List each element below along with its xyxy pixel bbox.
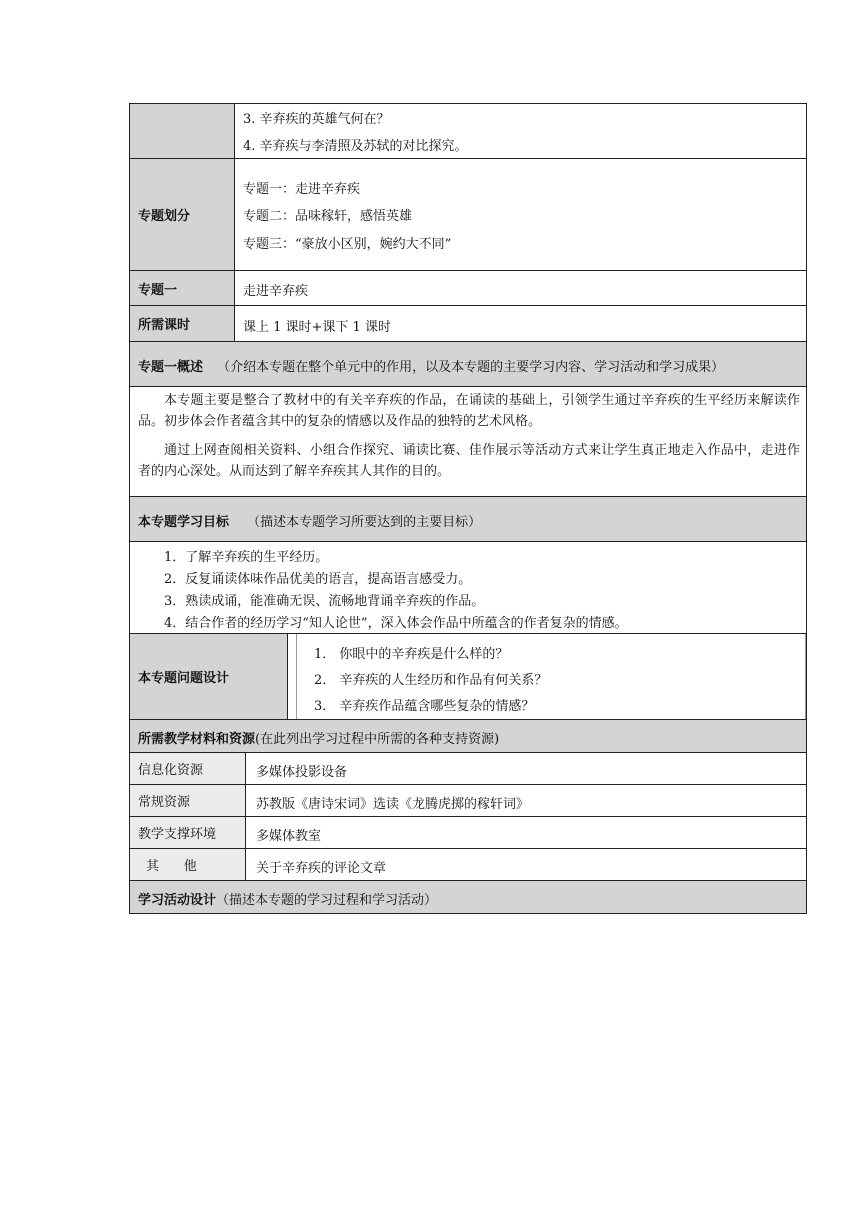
continued-questions-row	[129, 103, 807, 159]
topic-one-row	[129, 271, 807, 306]
design-question-3: 3． 辛弃疾作品蕴含哪些复杂的情感？	[314, 699, 535, 714]
overview-body-row	[129, 387, 807, 497]
class-hours-label: 所需课时	[130, 306, 235, 341]
topic-division-label: 专题划分	[130, 159, 235, 270]
material-label-4: 其 他	[130, 849, 246, 880]
class-hours-row	[129, 306, 807, 342]
materials-header	[138, 728, 499, 747]
class-hours-cell	[235, 306, 806, 341]
materials-label: 所需教学材料和资源	[138, 732, 256, 747]
material-label-1: 信息化资源	[130, 753, 246, 784]
material-value-2: 苏教版《唐诗宋词》选读《龙腾虎掷的稼轩词》	[256, 797, 530, 812]
topic-division-cell	[235, 159, 806, 270]
material-row-1	[129, 753, 807, 785]
activity-design-note: （描述本专题的学习过程和学习活动）	[216, 893, 438, 908]
empty-label-cell	[130, 104, 235, 158]
activity-design-header	[138, 889, 437, 908]
materials-header-row	[129, 720, 807, 753]
question-design-row	[129, 634, 807, 720]
question-design-label: 本专题问题设计	[130, 634, 288, 719]
goal-item-2: 2．反复诵读体味作品优美的语言，提高语言感受力。	[164, 572, 472, 587]
goal-item-3: 3．熟读成诵，能准确无误、流畅地背诵辛弃疾的作品。	[164, 594, 485, 609]
activity-design-label: 学习活动设计	[138, 893, 217, 908]
material-value-cell-2	[246, 785, 806, 816]
question-item-3: 3. 辛弃疾的英雄气何在？	[243, 112, 390, 127]
material-label-2: 常规资源	[130, 785, 246, 816]
goal-item-4: 4．结合作者的经历学习“知人论世”，深入体会作品中所蕴含的作者复杂的情感。	[164, 616, 628, 631]
goals-note: （描述本专题学习所要达到的主要目标）	[247, 515, 482, 530]
topic-division-row	[129, 159, 807, 271]
activity-design-row	[129, 881, 807, 914]
material-value-4: 关于辛弃疾的评论文章	[256, 861, 387, 876]
overview-header-row	[129, 342, 807, 387]
overview-label: 专题一概述	[138, 360, 204, 375]
material-label-3: 教学支撑环境	[130, 817, 246, 848]
overview-paragraph-1: 本专题主要是整合了教材中的有关辛弃疾的作品，在诵读的基础上，引领学生通过辛弃疾的生平经历来解读作品。初步体会作者蕴含其中的复杂的情感以及作品的独特的艺术风格。	[138, 393, 800, 429]
topic-one-cell	[235, 271, 806, 305]
material-row-4	[129, 849, 807, 881]
goals-body-row	[129, 542, 807, 634]
design-question-1: 1． 你眼中的辛弃疾是什么样的？	[314, 647, 509, 662]
goal-item-1: 1．了解辛弃疾的生平经历。	[164, 550, 329, 565]
overview-header	[138, 356, 724, 375]
topic-one-value: 走进辛弃疾	[243, 284, 309, 299]
goals-header-row	[129, 497, 807, 542]
design-question-2: 2． 辛弃疾的人生经历和作品有何关系？	[314, 673, 548, 688]
material-row-2	[129, 785, 807, 817]
material-value-cell-3	[246, 817, 806, 848]
topic-item-3: 专题三：“豪放小区别，婉约大不同”	[243, 237, 452, 252]
overview-paragraph-2: 通过上网查阅相关资料、小组合作探究、诵读比赛、佳作展示等活动方式来让学生真正地走入作品中，走进作者的内心深处。从而达到了解辛弃疾其人其作的目的。	[138, 443, 800, 479]
topic-one-label: 专题一	[130, 271, 235, 305]
continued-questions-cell	[235, 104, 806, 158]
material-value-cell-4	[246, 849, 806, 880]
material-row-3	[129, 817, 807, 849]
material-value-cell-1	[246, 753, 806, 784]
lesson-plan-table	[129, 103, 807, 914]
materials-note: (在此列出学习过程中所需的各种支持资源)	[255, 732, 500, 747]
class-hours-value: 课上 1 课时+课下 1 课时	[243, 320, 391, 335]
goals-label: 本专题学习目标	[138, 515, 230, 530]
overview-note: （介绍本专题在整个单元中的作用，以及本专题的主要学习内容、学习活动和学习成果）	[217, 360, 725, 375]
material-value-1: 多媒体投影设备	[256, 765, 348, 780]
question-design-cell	[288, 634, 806, 719]
material-value-3: 多媒体教室	[256, 829, 322, 844]
goals-header	[138, 511, 481, 530]
topic-item-2: 专题二：品味稼轩，感悟英雄	[243, 209, 413, 224]
question-item-4: 4. 辛弃疾与李清照及苏轼的对比探究。	[243, 139, 468, 154]
topic-item-1: 专题一：走进辛弃疾	[243, 182, 361, 197]
